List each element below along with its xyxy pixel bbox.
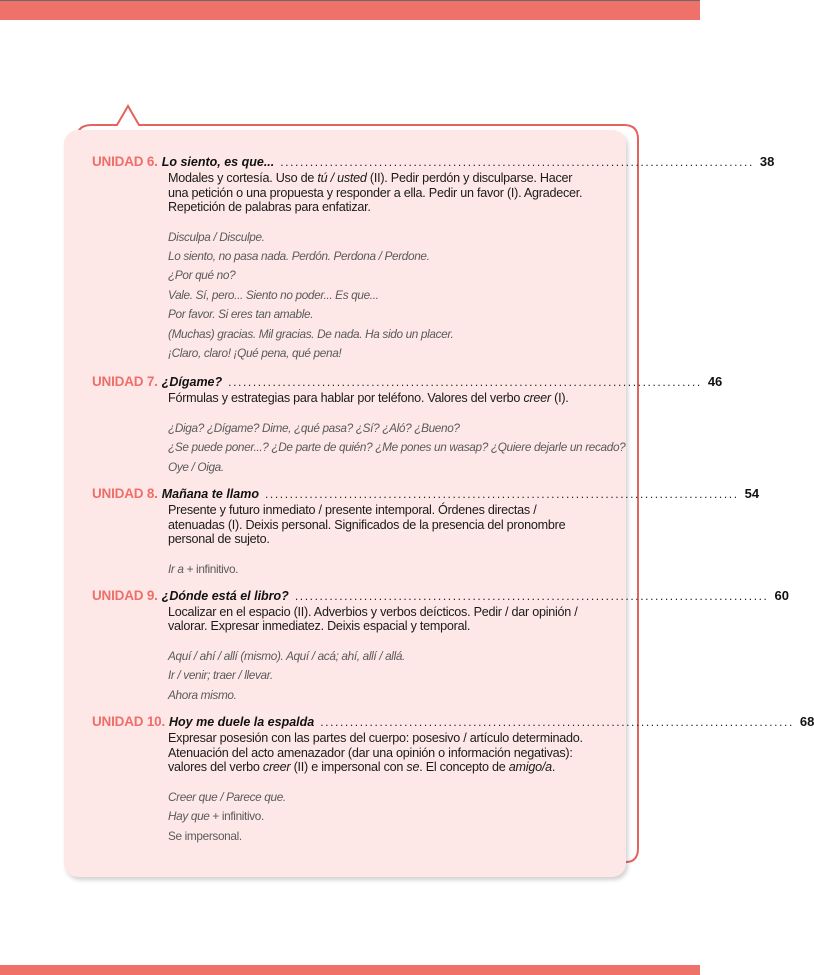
example-line bbox=[168, 560, 586, 579]
unit-description bbox=[168, 391, 586, 406]
unit-number-label: UNIDAD 8. bbox=[92, 486, 158, 502]
unit-examples bbox=[168, 560, 586, 579]
top-accent-bar bbox=[0, 0, 700, 20]
description-segment: creer bbox=[523, 391, 551, 406]
page-number[interactable]: 68 bbox=[799, 714, 814, 730]
dot-leader: ................................................................................................ bbox=[320, 715, 794, 730]
unit-number-label: UNIDAD 10. bbox=[92, 714, 166, 730]
example-line: Disculpa / Disculpe. bbox=[168, 229, 265, 244]
unit-description bbox=[168, 503, 586, 547]
example-segment: Ir a bbox=[168, 561, 184, 576]
example-line: Aquí / ahí / allí (mismo). Aquí / acá; ahí, allí / allá. bbox=[168, 648, 405, 663]
example-line: ¿Se puede poner...? ¿De parte de quién? ¿Me pones un wasap? ¿Quiere dejarle un recado? bbox=[168, 440, 626, 455]
description-segment: Modales y cortesía. Uso de bbox=[168, 171, 318, 185]
example-segment: + infinitivo. bbox=[183, 561, 239, 576]
example-line bbox=[168, 827, 586, 846]
toc-entry-heading[interactable] bbox=[92, 485, 760, 503]
toc-entry[interactable] bbox=[92, 713, 814, 846]
unit-title[interactable]: ¿Dónde está el libro? bbox=[161, 588, 289, 603]
page-number[interactable]: 60 bbox=[774, 587, 789, 603]
example-segment: + infinitivo. bbox=[209, 809, 264, 824]
example-line: Ir / venir; traer / llevar. bbox=[168, 668, 273, 683]
toc-entry-heading[interactable] bbox=[92, 153, 775, 171]
example-line: Vale. Sí, pero... Siento no poder... Es que... bbox=[168, 287, 379, 302]
unit-title[interactable]: ¿Dígame? bbox=[161, 375, 223, 390]
description-segment: se bbox=[406, 760, 420, 775]
example-line: Por favor. Si eres tan amable. bbox=[168, 307, 314, 322]
example-line: Lo siento, no pasa nada. Perdón. Perdona / Perdone. bbox=[168, 248, 430, 263]
example-line: ¿Diga? ¿Dígame? Dime, ¿qué pasa? ¿Sí? ¿Aló? ¿Bueno? bbox=[168, 420, 460, 435]
dot-leader: ................................................................................................ bbox=[264, 487, 739, 502]
unit-number-label: UNIDAD 6. bbox=[92, 154, 158, 169]
toc-entry[interactable] bbox=[92, 485, 760, 579]
description-segment: Expresar posesión con las partes del cuerpo: posesivo / artículo determinado. Atenuación del acto amenazador (dar una opinión o información negativas): valores del verbo bbox=[168, 731, 583, 775]
description-segment: tú / usted bbox=[317, 171, 367, 185]
description-segment: (II) e impersonal con bbox=[290, 760, 407, 775]
unit-description bbox=[168, 171, 586, 215]
toc-entry-heading[interactable] bbox=[92, 373, 723, 391]
unit-title[interactable]: Hoy me duele la espalda bbox=[169, 715, 315, 730]
description-segment: . bbox=[551, 760, 556, 775]
description-segment: . El concepto de bbox=[419, 760, 509, 775]
description-segment: Fórmulas y estrategias para hablar por teléfono. Valores del verbo bbox=[168, 391, 524, 406]
example-segment: Hay que bbox=[168, 809, 210, 824]
unit-number-label: UNIDAD 9. bbox=[92, 587, 158, 603]
unit-examples bbox=[168, 419, 626, 477]
unit-examples bbox=[168, 647, 586, 705]
example-line: (Muchas) gracias. Mil gracias. De nada. Ha sido un placer. bbox=[168, 326, 454, 341]
description-segment: (I). bbox=[550, 391, 569, 406]
example-line: ¿Por qué no? bbox=[168, 268, 236, 283]
unit-examples bbox=[168, 228, 586, 364]
description-segment: amigo/a bbox=[508, 760, 552, 775]
page-number[interactable]: 46 bbox=[707, 374, 723, 390]
description-segment: creer bbox=[262, 760, 291, 775]
dot-leader: ................................................................................................ bbox=[294, 588, 769, 603]
unit-number-label: UNIDAD 7. bbox=[92, 374, 158, 390]
toc-entry-heading[interactable] bbox=[92, 587, 789, 605]
example-line bbox=[168, 788, 586, 807]
description-segment: Presente y futuro inmediato / presente intemporal. Órdenes directas / atenuadas (I). Deixis personal. Significados de la presencia del pronombre personal de sujeto. bbox=[168, 503, 566, 547]
example-line: Oye / Oiga. bbox=[168, 459, 224, 474]
example-line bbox=[168, 807, 586, 826]
unit-title[interactable]: Mañana te llamo bbox=[161, 487, 259, 502]
unit-title[interactable]: Lo siento, es que... bbox=[161, 155, 275, 169]
toc-entry-heading[interactable] bbox=[92, 713, 814, 731]
example-line: Ahora mismo. bbox=[168, 687, 237, 702]
toc-entry[interactable] bbox=[92, 587, 789, 705]
table-of-contents bbox=[92, 153, 814, 846]
example-segment: Creer que / Parece que. bbox=[168, 789, 286, 804]
description-segment: (II). Pedir perdón y disculparse. Hacer una petición o una propuesta y responder a ella. Pedir un favor (I). Agradecer. Repetición de palabras para enfatizar. bbox=[168, 171, 583, 214]
example-segment: impersonal. bbox=[181, 828, 242, 843]
bottom-accent-bar bbox=[0, 965, 700, 975]
example-line: ¡Claro, claro! ¡Qué pena, qué pena! bbox=[168, 345, 342, 360]
toc-entry[interactable] bbox=[92, 373, 723, 477]
dot-leader: ................................................................................................ bbox=[280, 155, 754, 169]
description-segment: Localizar en el espacio (II). Adverbios y verbos deícticos. Pedir / dar opinión / valorar. Expresar inmediatez. Deixis espacial y temporal. bbox=[168, 604, 578, 634]
page-number[interactable]: 54 bbox=[744, 486, 760, 502]
dot-leader: ................................................................................................ bbox=[228, 375, 702, 390]
unit-description bbox=[168, 605, 586, 634]
example-segment: Se bbox=[168, 828, 182, 843]
unit-description bbox=[168, 731, 586, 775]
toc-entry[interactable] bbox=[92, 153, 775, 363]
page-number[interactable]: 38 bbox=[759, 154, 775, 169]
unit-examples bbox=[168, 788, 586, 846]
